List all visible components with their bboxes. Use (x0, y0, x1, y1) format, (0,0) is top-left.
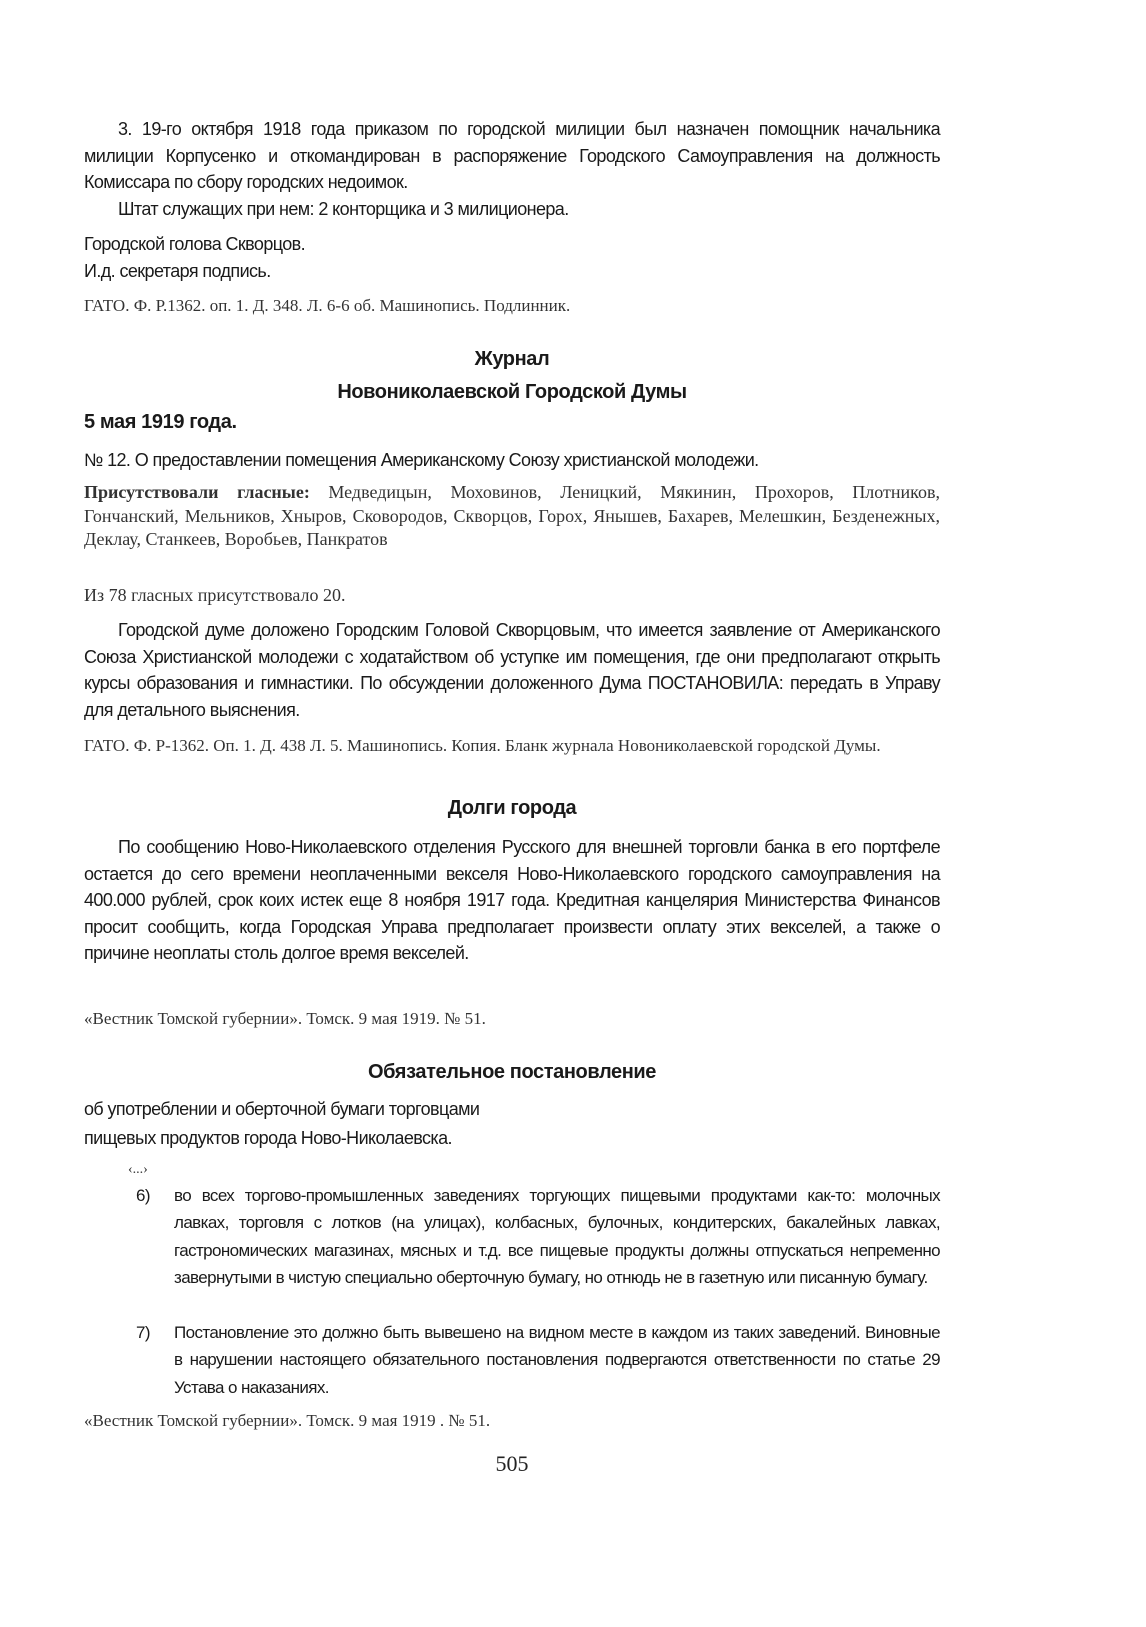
list-item-number: 6) (136, 1186, 150, 1205)
list-item-text: во всех торгово-промышленных заведениях торгующих пищевыми продуктами как-то: молочных лавках, торговля с лотков (на улицах), колбасных, булочных, кондитерских, бакалейных лавках, гастрономических магазинах, мясных и т.д. все пищевые продукты должны отпускаться непременно завернутыми в чистую специально оберточную бумагу, но отнюдь не в газетную или писанную бумагу. (174, 1186, 940, 1287)
signature-secretary: И.д. секретаря подпись. (84, 261, 271, 281)
subtitle: об употреблении и оберточной бумаги торговцами (84, 1099, 480, 1119)
agenda-item: № 12. О предоставлении помещения Американскому Союзу христианской молодежи. (84, 450, 759, 470)
source-citation: ГАТО. Ф. Р-1362. Оп. 1. Д. 438 Л. 5. Машинопись. Копия. Бланк журнала Новониколаевской городской Думы. (84, 736, 881, 755)
paragraph-militia: 3. 19-го октября 1918 года приказом по городской милиции был назначен помощник начальника милиции Корпусенко и откомандирован в распоряжение Городского Самоуправления на должность Комиссара по сбору городских недоимок. (84, 119, 940, 192)
paragraph-duma: Городской думе доложено Городским Головой Скворцовым, что имеется заявление от Американского Союза Христианской молодежи с ходатайством об уступке им помещения, где они предполагают открыть курсы образования и гимнастики. По обсуждении доложенного Дума ПОСТАНОВИЛА: передать в Управу для детального выяснения. (84, 620, 940, 720)
attendees-names: Медведицын, Моховинов, Леницкий, Мякинин, Прохоров, Плотников, Гончанский, Мельников, Хныров, Сковородов, Скворцов, Горох, Янышев, Бахарев, Мелешкин, Безденежных, Деклау, Станкеев, Воробьев, Панкратов (84, 482, 940, 549)
paragraph-staff: Штат служащих при нем: 2 конторщика и 3 милиционера. (118, 199, 569, 219)
source-citation: «Вестник Томской губернии». Томск. 9 мая 1919. № 51. (84, 1009, 486, 1028)
list-item (136, 1319, 940, 1401)
list-item-number: 7) (136, 1323, 150, 1342)
section-title: Журнал (474, 348, 550, 370)
quorum: Из 78 гласных присутствовало 20. (84, 585, 346, 605)
list-item-text: Постановление это должно быть вывешено на видном месте в каждом из таких заведений. Виновные в нарушении настоящего обязательного постановления подвергаются ответственности по статье 29 Устава о наказаниях. (174, 1323, 940, 1397)
section-title: Обязательное постановление (367, 1061, 657, 1083)
attendees-label: Присутствовали гласные: (84, 482, 310, 502)
signature-head: Городской голова Скворцов. (84, 234, 306, 254)
ellipsis: ‹...› (128, 1162, 148, 1177)
source-citation: «Вестник Томской губернии». Томск. 9 мая 1919 . № 51. (84, 1411, 491, 1430)
list-item (136, 1182, 940, 1291)
page-number: 505 (495, 1451, 529, 1476)
source-citation: ГАТО. Ф. Р.1362. оп. 1. Д. 348. Л. 6-6 об. Машинопись. Подлинник. (84, 296, 571, 315)
section-title: Новониколаевской Городской Думы (337, 381, 687, 403)
subtitle: пищевых продуктов города Ново-Николаевска. (84, 1128, 452, 1148)
paragraph-debts: По сообщению Ново-Николаевского отделения Русского для внешней торговли банка в его портфеле остается до сего времени неоплаченными векселя Ново-Николаевского городского самоуправления на 400.000 рублей, срок коих истек еще 8 ноября 1917 года. Кредитная канцелярия Министерства Финансов просит сообщить, когда Городская Управа предполагает произвести оплату этих векселей, а также о причине неоплаты столь долгое время векселей. (84, 837, 940, 963)
attendees (84, 481, 940, 552)
section-title: Долги города (447, 797, 577, 819)
section-date: 5 мая 1919 года. (84, 411, 237, 433)
